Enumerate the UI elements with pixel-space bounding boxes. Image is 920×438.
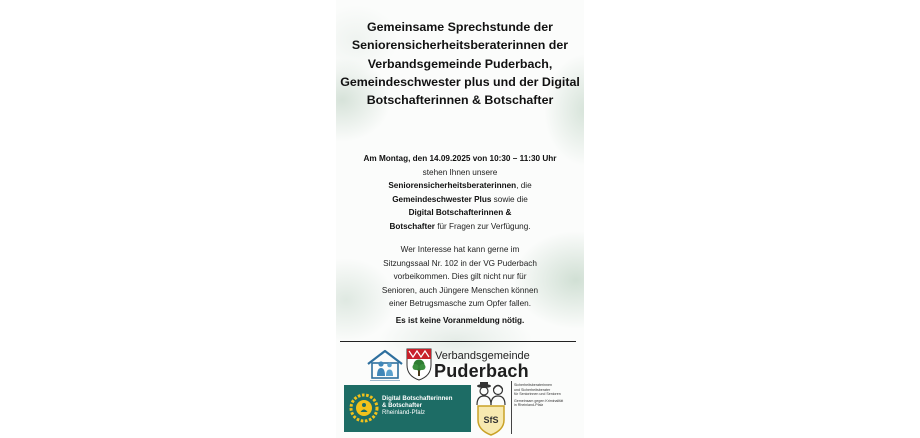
sfs-text-line: Sicherheitsberaterinnen: [514, 383, 552, 387]
sfs-text-line: Gemeinsam gegen Kriminalität: [514, 398, 564, 403]
digital-logo-line3: Rheinland-Pfalz: [382, 409, 426, 417]
logo-divider: [511, 381, 512, 434]
flyer-title: Gemeinsame Sprechstunde der Seniorensicherheitsberaterinnen der Verbandsgemeinde Puderbach, Gemeindeschwester plus und der Digital Botschafterinnen & Botschafter: [340, 20, 580, 108]
separator-1: , die: [516, 181, 532, 190]
sfs-description: [514, 383, 582, 408]
invitation-line: vorbeikommen. Dies gilt nicht nur für: [393, 272, 527, 281]
digital-ambassadors-logo: [344, 385, 471, 432]
security-advisors-house-icon: [364, 347, 406, 383]
invitation-line: Wer Interesse hat kann gerne im: [400, 245, 520, 254]
separator-2: sowie die: [491, 194, 528, 204]
sfs-badge-label: SfS: [483, 415, 499, 425]
sfs-text-line: und Sicherheitsberater: [514, 387, 551, 392]
puderbach-crest-icon: [405, 347, 433, 381]
group-digital-ambassadors: Digital Botschafterinnen &: [408, 208, 512, 217]
announcement-paragraph: [336, 152, 584, 233]
invitation-line: einer Betrugsmasche zum Opfer fallen.: [389, 299, 531, 308]
digital-logo-line1: Digital Botschafterinnen: [382, 395, 453, 402]
sfs-text-line: in Rheinland-Pfalz: [514, 403, 544, 408]
invitation-line: Sitzungssaal Nr. 102 in der VG Puderbach: [383, 258, 537, 268]
intro-line: stehen Ihnen unsere: [422, 167, 498, 177]
outro-line: für Fragen zur Verfügung.: [434, 221, 531, 231]
sun-icon: [348, 392, 380, 424]
sfs-text-line: für Seniorinnen und Senioren: [514, 392, 561, 397]
vg-logo-label: Verbandsgemeinde: [435, 350, 530, 362]
divider: [340, 341, 576, 342]
group-digital-ambassadors-2: Botschafter: [389, 221, 435, 231]
invitation-paragraph: [336, 243, 584, 311]
date-line: Am Montag, den 14.09.2025 von 10:30 – 11:30 Uhr: [363, 154, 557, 163]
vg-logo-name: Puderbach: [434, 361, 529, 381]
group-community-nurse: Gemeindeschwester Plus: [392, 194, 492, 204]
digital-logo-line2: & Botschafter: [382, 402, 422, 410]
invitation-line: Senioren, auch Jüngere Menschen können: [381, 285, 539, 295]
event-flyer: [336, 0, 584, 438]
group-security-advisors: Seniorensicherheitsberaterinnen: [388, 181, 517, 190]
sfs-badge-icon: [472, 380, 510, 436]
no-registration-note: Es ist keine Voranmeldung nötig.: [395, 316, 525, 325]
